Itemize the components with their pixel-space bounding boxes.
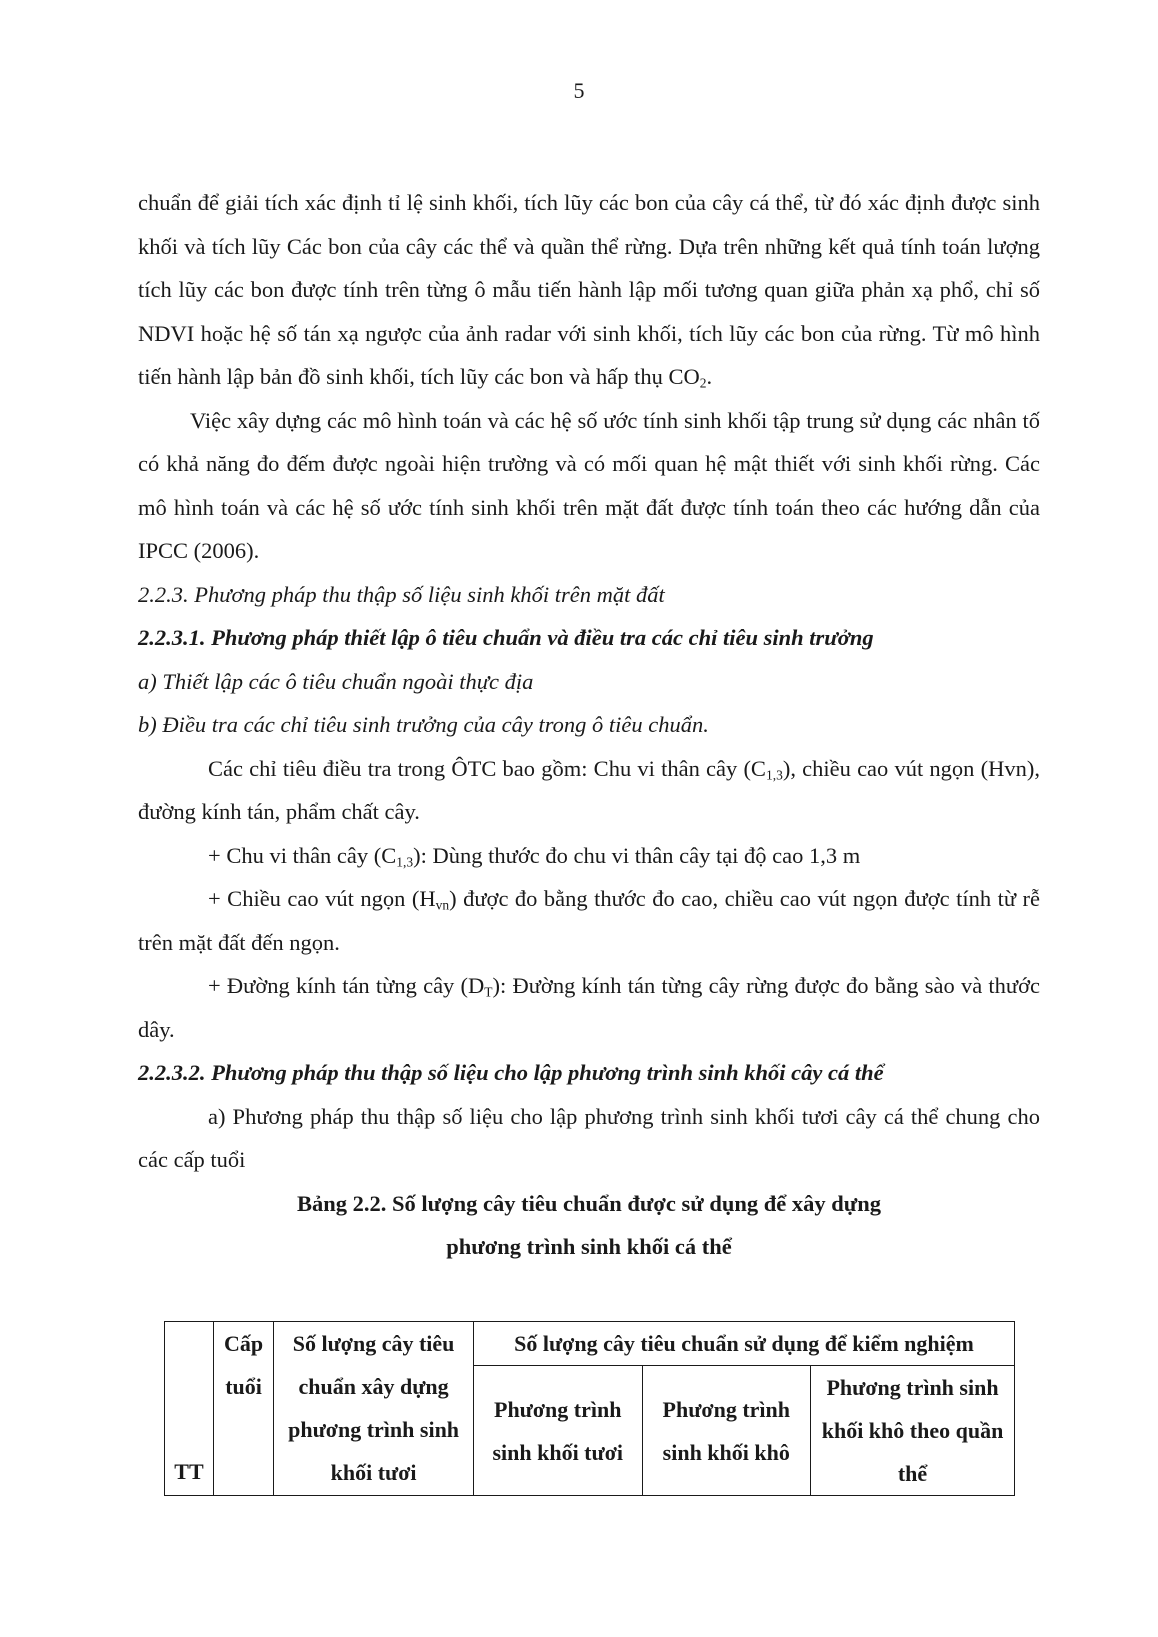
header-test-dry: Phương trình sinh khối khô	[642, 1366, 811, 1496]
bullet-text: + Chiều cao vút ngọn (H	[208, 886, 436, 911]
standard-trees-table	[164, 1321, 1015, 1496]
paragraph-fresh-biomass: a) Phương pháp thu thập số liệu cho lập phương trình sinh khối tươi cây cá thể chung cho các cấp tuổi	[138, 1103, 1040, 1172]
subscript-hvn: vn	[435, 897, 450, 913]
section-heading-2-2-3-1: 2.2.3.1. Phương pháp thiết lập ô tiêu chuẩn và điều tra các chỉ tiêu sinh trưởng	[138, 625, 874, 650]
header-test-dry-population: Phương trình sinh khối khô theo quần thể	[811, 1366, 1015, 1496]
header-age-class: Cấp tuổi	[213, 1322, 273, 1496]
header-tt: TT	[165, 1322, 214, 1496]
bullet-text: ): Dùng thước đo chu vi thân cây tại độ cao 1,3 m	[413, 842, 861, 868]
section-heading-2-2-3-2: 2.2.3.2. Phương pháp thu thập số liệu cho lập phương trình sinh khối cây cá thể	[138, 1060, 884, 1085]
paragraph-text: Các chỉ tiêu điều tra trong ÔTC bao gồm: Chu vi thân cây (C	[208, 755, 766, 781]
paragraph-text: ), chiều cao vút ngọn (Hvn), đường kính tán, phẩm chất cây.	[138, 755, 1040, 824]
subscript-dt: T	[484, 984, 493, 1000]
header-test-fresh: Phương trình sinh khối tươi	[473, 1366, 642, 1496]
subscript-c13: 1,3	[396, 853, 414, 869]
bullet-circumference	[138, 834, 1040, 878]
bullet-text: + Chu vi thân cây (C	[208, 842, 397, 868]
bullet-height	[138, 877, 1040, 964]
paragraph-models: Việc xây dựng các mô hình toán và các hệ số ước tính sinh khối tập trung sử dụng các nhân tố có khả năng đo đếm được ngoài hiện trường và có mối quan hệ mật thiết với sinh khối rừng. Các mô hình toán và các hệ số ước tính sinh khối trên mặt đất được tính toán theo các hướng dẫn của IPCC (2006).	[138, 407, 1040, 563]
body-text	[138, 181, 1040, 1269]
bullet-crown-diameter	[138, 964, 1040, 1051]
bullet-text: ): Đường kính tán từng cây rừng được đo bằng sào và thước dây.	[138, 973, 1040, 1042]
paragraph-text-end: .	[706, 364, 713, 389]
subheading-b: b) Điều tra các chỉ tiêu sinh trưởng của cây trong ô tiêu chuẩn.	[138, 712, 709, 737]
page-number: 5	[573, 78, 585, 103]
subscript-c13: 1,3	[765, 766, 783, 782]
bullet-text: ) được đo bằng thước đo cao, chiều cao vút ngọn được tính từ rễ trên mặt đất đến ngọn.	[138, 886, 1040, 955]
subheading-a: a) Thiết lập các ô tiêu chuẩn ngoài thực địa	[138, 668, 534, 694]
header-test-group: Số lượng cây tiêu chuẩn sử dụng để kiểm nghiệm	[473, 1322, 1014, 1366]
section-heading-2-2-3: 2.2.3. Phương pháp thu thập số liệu sinh khối trên mặt đất	[138, 581, 665, 607]
paragraph-text: chuẩn để giải tích xác định tỉ lệ sinh khối, tích lũy các bon của cây cá thể, từ đó xác định được sinh khối và tích lũy Các bon của cây các thể và quần thể rừng. Dựa trên những kết quả tính toán lượng tích lũy các bon được tính trên từng ô mẫu tiến hành lập mối tương quan giữa phản xạ phổ, chỉ số NDVI hoặc hệ số tán xạ ngược của ảnh radar với sinh khối, tích lũy các bon của rừng. Từ mô hình tiến hành lập bản đồ sinh khối, tích lũy các bon và hấp thụ CO	[138, 190, 1040, 389]
paragraph-biomass-method	[138, 181, 1040, 399]
paragraph-indicators	[138, 747, 1040, 834]
table-caption-line2: phương trình sinh khối cá thể	[446, 1234, 732, 1259]
bullet-text: + Đường kính tán từng cây (D	[208, 973, 485, 998]
header-build-count: Số lượng cây tiêu chuẩn xây dựng phương trình sinh khối tươi	[274, 1322, 474, 1496]
table-header-row	[165, 1322, 1015, 1366]
table-caption-line1: Bảng 2.2. Số lượng cây tiêu chuẩn được sử dụng để xây dựng	[296, 1190, 882, 1216]
subscript-co2: 2	[699, 375, 707, 391]
